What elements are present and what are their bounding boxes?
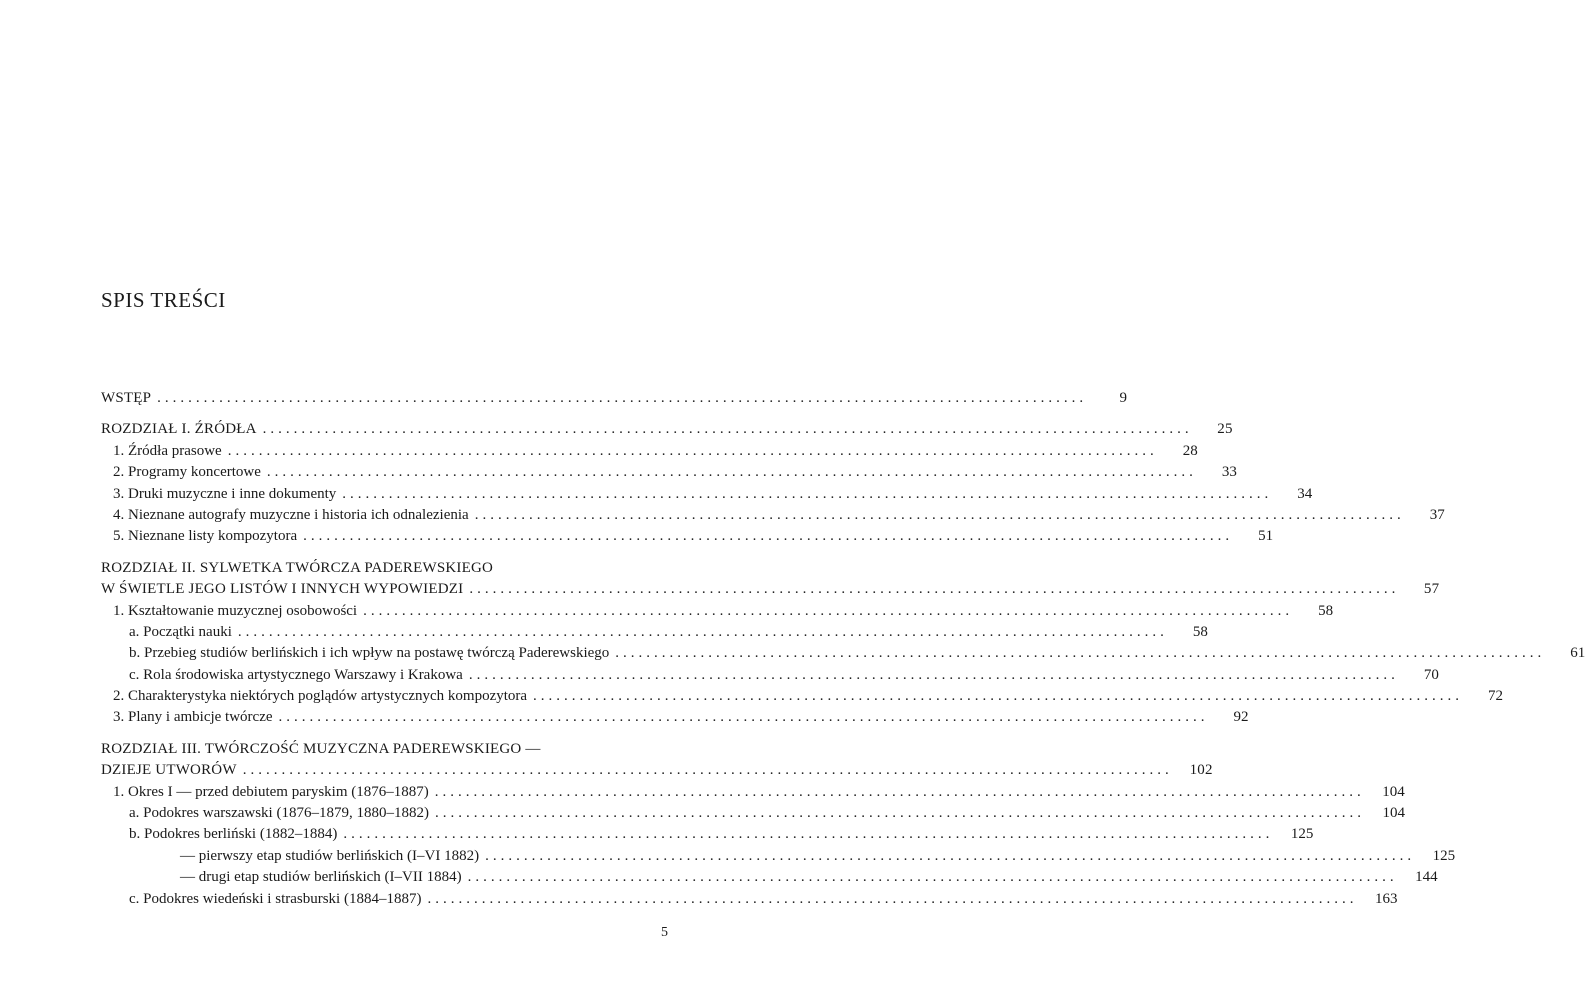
dot-leader: ........................................................................................................................ <box>427 890 1358 907</box>
dot-leader: ........................................................................................................................ <box>227 442 1158 459</box>
dot-leader: ........................................................................................................................ <box>467 869 1398 886</box>
toc-entry-chapter-3 <box>101 760 1213 781</box>
toc-entry-page: 70 <box>1423 666 1439 683</box>
page-title: SPIS TREŚCI <box>101 288 226 312</box>
toc-entry-page: 58 <box>1318 602 1334 619</box>
toc-entry-label: 3. Druki muzyczne i inne dokumenty <box>113 485 337 502</box>
toc-entry-chapter-2 <box>101 579 1440 600</box>
dot-leader: ........................................................................................................................ <box>278 709 1209 726</box>
dot-leader: ........................................................................................................................ <box>434 805 1365 822</box>
toc-entry <box>101 824 1314 845</box>
toc-entry-label: ROZDZIAŁ I. ŹRÓDŁA <box>101 421 257 438</box>
toc-entry-page: 125 <box>1432 847 1456 864</box>
dot-leader: ........................................................................................................................ <box>468 666 1399 683</box>
toc-entry-label: a. Podokres warszawski (1876–1879, 1880–1882) <box>129 805 429 822</box>
toc-entry <box>101 686 1504 707</box>
dot-leader: ........................................................................................................................ <box>485 847 1416 864</box>
toc-entry <box>101 846 1456 867</box>
toc-entry-label: 1. Kształtowanie muzycznej osobowości <box>113 602 358 619</box>
toc-entry-label: WSTĘP <box>101 390 152 406</box>
table-of-contents <box>101 388 1585 910</box>
toc-entry <box>101 803 1405 824</box>
dot-leader: ........................................................................................................................ <box>434 783 1365 800</box>
dot-leader: ........................................................................................................................ <box>474 506 1405 523</box>
toc-entry-page: 125 <box>1290 826 1314 843</box>
toc-entry <box>101 526 1274 547</box>
toc-entry-label: 1. Okres I — przed debiutem paryskim (1876–1887) <box>113 783 429 800</box>
dot-leader: ........................................................................................................................ <box>262 421 1193 438</box>
toc-entry-label: 5. Nieznane listy kompozytora <box>113 528 298 545</box>
dot-leader: ........................................................................................................................ <box>266 464 1197 481</box>
toc-entry-label: DZIEJE UTWORÓW <box>101 762 237 779</box>
toc-entry-page: 9 <box>1119 390 1128 406</box>
dot-leader: ........................................................................................................................ <box>363 602 1294 619</box>
toc-entry-chapter-1 <box>101 419 1233 440</box>
toc-entry-label: — pierwszy etap studiów berlińskich (I–VI 1882) <box>180 847 480 864</box>
toc-entry-page: 104 <box>1382 805 1405 822</box>
toc-entry-label: b. Przebieg studiów berlińskich i ich wpływ na postawę twórczą Paderewskiego <box>129 645 610 662</box>
toc-entry <box>101 782 1405 803</box>
toc-entry-page: 33 <box>1221 464 1237 481</box>
toc-entry-label: ROZDZIAŁ III. TWÓRCZOŚĆ MUZYCZNA PADEREWSKIEGO — <box>101 740 541 757</box>
toc-entry-label: — drugi etap studiów berlińskich (I–VII 1884) <box>180 869 462 886</box>
toc-entry-page: 163 <box>1374 890 1398 907</box>
toc-entry-label: c. Rola środowiska artystycznego Warszawy i Krakowa <box>129 666 463 683</box>
toc-entry <box>101 484 1313 505</box>
toc-entry-label: 2. Programy koncertowe <box>113 464 261 481</box>
toc-entry <box>101 622 1208 643</box>
toc-entry-label: c. Podokres wiedeński i strasburski (1884–1887) <box>129 890 422 907</box>
dot-leader: ........................................................................................................................ <box>303 528 1234 545</box>
toc-entry-page: 58 <box>1192 623 1208 640</box>
toc-entry-label: 1. Źródła prasowe <box>113 442 222 459</box>
toc-entry-chapter-2-heading <box>101 558 668 579</box>
toc-entry-page: 51 <box>1258 528 1274 545</box>
toc-entry <box>101 505 1445 526</box>
toc-entry <box>101 441 1198 462</box>
toc-entry <box>101 665 1439 686</box>
toc-entry-page: 37 <box>1429 506 1445 523</box>
toc-entry-page: 57 <box>1423 581 1440 598</box>
toc-entry-page: 72 <box>1488 688 1504 705</box>
dot-leader: ........................................................................................................................ <box>533 688 1464 705</box>
dot-leader: ........................................................................................................................ <box>342 485 1273 502</box>
toc-entry-label: ROZDZIAŁ II. SYLWETKA TWÓRCZA PADEREWSKIEGO <box>101 559 494 576</box>
toc-entry-page: 61 <box>1570 645 1585 662</box>
toc-entry <box>101 601 1334 622</box>
toc-entry-label: 4. Nieznane autografy muzyczne i historia ich odnalezienia <box>113 506 469 523</box>
toc-entry-label: W ŚWIETLE JEGO LISTÓW I INNYCH WYPOWIEDZI <box>101 581 464 598</box>
toc-entry <box>101 889 1398 910</box>
toc-entry-label: 3. Plany i ambicje twórcze <box>113 709 273 726</box>
toc-entry-label: a. Początki nauki <box>129 623 232 640</box>
toc-entry-page: 144 <box>1415 869 1438 886</box>
toc-entry <box>101 462 1237 483</box>
toc-entry-chapter-3-heading <box>101 739 668 760</box>
dot-leader: ........................................................................................................................ <box>615 645 1546 662</box>
toc-entry-page: 102 <box>1189 762 1213 779</box>
toc-entry-wstep <box>101 388 1128 409</box>
dot-leader: ........................................................................................................................ <box>237 623 1168 640</box>
page-number: 5 <box>661 925 668 940</box>
toc-entry-page: 34 <box>1297 485 1313 502</box>
dot-leader: ........................................................................................................................ <box>242 762 1173 779</box>
toc-entry-label: 2. Charakterystyka niektórych poglądów artystycznych kompozytora <box>113 688 528 705</box>
toc-entry-page: 104 <box>1382 783 1405 800</box>
toc-entry-label: b. Podokres berliński (1882–1884) <box>129 826 338 843</box>
dot-leader: ........................................................................................................................ <box>157 390 1088 406</box>
toc-entry-page: 28 <box>1182 442 1198 459</box>
toc-entry <box>101 707 1249 728</box>
toc-entry <box>101 867 1438 888</box>
dot-leader: ........................................................................................................................ <box>343 826 1274 843</box>
toc-entry <box>101 643 1585 664</box>
dot-leader: ........................................................................................................................ <box>469 581 1400 598</box>
toc-entry-page: 25 <box>1217 421 1233 438</box>
toc-entry-page: 92 <box>1233 709 1249 726</box>
